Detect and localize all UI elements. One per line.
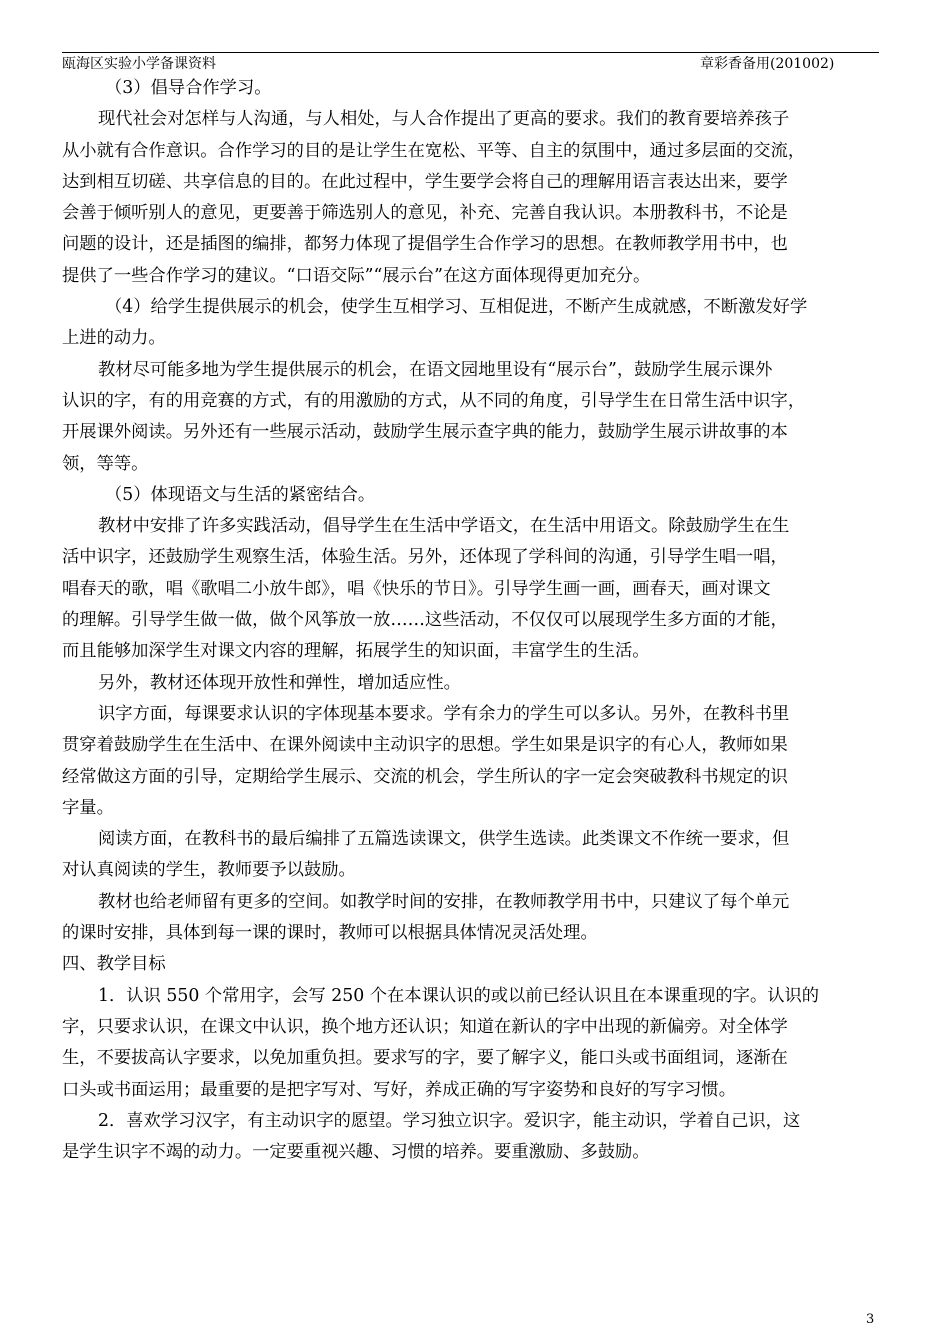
header-author-note: 章彩香备用(201002) bbox=[700, 56, 835, 72]
text-line: （3）倡导合作学习。 bbox=[105, 78, 272, 98]
text-line: 贯穿着鼓励学生在生活中、在课外阅读中主动识字的思想。学生如果是识字的有心人，教师如果 bbox=[62, 735, 788, 756]
text-line: 1．认识 550 个常用字，会写 250 个在本课认识的或以前已经认识且在本课重现的字。认识的 bbox=[98, 985, 820, 1006]
text-line: 教材中安排了许多实践活动，倡导学生在生活中学语文，在生活中用语文。除鼓励学生在生 bbox=[98, 516, 790, 537]
text-line: 上进的动力。 bbox=[62, 328, 166, 349]
text-line: 达到相互切磋、共享信息的目的。在此过程中，学生要学会将自己的理解用语言表达出来，要学 bbox=[62, 171, 788, 192]
text-line: 教材也给老师留有更多的空间。如教学时间的安排，在教师教学用书中，只建议了每个单元 bbox=[98, 891, 790, 912]
text-line: 口头或书面运用；最重要的是把字写对、写好，养成正确的写字姿势和良好的写字习惯。 bbox=[62, 1079, 736, 1100]
document-body bbox=[62, 73, 881, 1168]
text-line: 生，不要拔高认字要求，以免加重负担。要求写的字，要了解字义，能口头或书面组词，逐渐在 bbox=[62, 1048, 788, 1069]
text-line: （5）体现语文与生活的紧密结合。 bbox=[105, 484, 376, 505]
header-school-title: 瓯海区实验小学备课资料 bbox=[62, 56, 216, 72]
text-line: 对认真阅读的学生，教师要予以鼓励。 bbox=[62, 860, 356, 881]
text-line: 唱春天的歌，唱《歌唱二小放牛郎》，唱《快乐的节日》。引导学生画一画，画春天，画对课文 bbox=[62, 578, 771, 599]
text-line: 的课时安排，具体到每一课的课时，教师可以根据具体情况灵活处理。 bbox=[62, 923, 598, 944]
text-line: （4）给学生提供展示的机会，使学生互相学习、互相促进，不断产生成就感，不断激发好学 bbox=[105, 297, 808, 318]
text-line: 活中识字，还鼓励学生观察生活，体验生活。另外，还体现了学科间的沟通，引导学生唱一唱， bbox=[62, 547, 788, 568]
text-line: 而且能够加深学生对课文内容的理解，拓展学生的知识面，丰富学生的生活。 bbox=[62, 641, 650, 662]
text-line: 字，只要求认识，在课文中认识，换个地方还认识；知道在新认的字中出现的新偏旁。对全体学 bbox=[62, 1016, 788, 1037]
text-line: 四、教学目标 bbox=[62, 954, 166, 975]
page-header bbox=[62, 52, 879, 73]
text-line: 字量。 bbox=[62, 797, 114, 818]
text-line: 认识的字，有的用竞赛的方式，有的用激励的方式，从不同的角度，引导学生在日常生活中识字， bbox=[62, 390, 806, 411]
text-line: 开展课外阅读。另外还有一些展示活动，鼓励学生展示查字典的能力，鼓励学生展示讲故事的本 bbox=[62, 422, 788, 443]
text-line: 领，等等。 bbox=[62, 453, 149, 474]
text-line: 从小就有合作意识。合作学习的目的是让学生在宽松、平等、自主的氛围中，通过多层面的交流， bbox=[62, 140, 806, 161]
text-line: 现代社会对怎样与人沟通，与人相处，与人合作提出了更高的要求。我们的教育要培养孩子 bbox=[98, 109, 790, 130]
text-line: 阅读方面，在教科书的最后编排了五篇选读课文，供学生选读。此类课文不作统一要求，但 bbox=[98, 829, 790, 850]
text-line: 是学生识字不竭的动力。一定要重视兴趣、习惯的培养。要重激励、多鼓励。 bbox=[62, 1142, 650, 1163]
text-line: 另外，教材还体现开放性和弹性，增加适应性。 bbox=[98, 672, 461, 693]
text-line: 问题的设计，还是插图的编排，都努力体现了提倡学生合作学习的思想。在教师教学用书中，也 bbox=[62, 234, 788, 255]
text-line: 2．喜欢学习汉字，有主动识字的愿望。学习独立识字。爱识字，能主动识，学着自己识，这 bbox=[98, 1110, 801, 1131]
text-line: 教材尽可能多地为学生提供展示的机会，在语文园地里设有“展示台”，鼓励学生展示课外 bbox=[98, 359, 773, 380]
text-line: 经常做这方面的引导，定期给学生展示、交流的机会，学生所认的字一定会突破教科书规定的识 bbox=[62, 766, 788, 787]
text-line: 会善于倾听别人的意见，更要善于筛选别人的意见，补充、完善自我认识。本册教科书，不论是 bbox=[62, 203, 788, 224]
text-line: 识字方面，每课要求认识的字体现基本要求。学有余力的学生可以多认。另外，在教科书里 bbox=[98, 703, 790, 724]
page-number: 3 bbox=[866, 1312, 875, 1327]
text-line: 提供了一些合作学习的建议。“口语交际”“展示台”在这方面体现得更加充分。 bbox=[62, 265, 651, 286]
text-line: 的理解。引导学生做一做，做个风筝放一放……这些活动，不仅仅可以展现学生多方面的才能， bbox=[62, 610, 788, 631]
